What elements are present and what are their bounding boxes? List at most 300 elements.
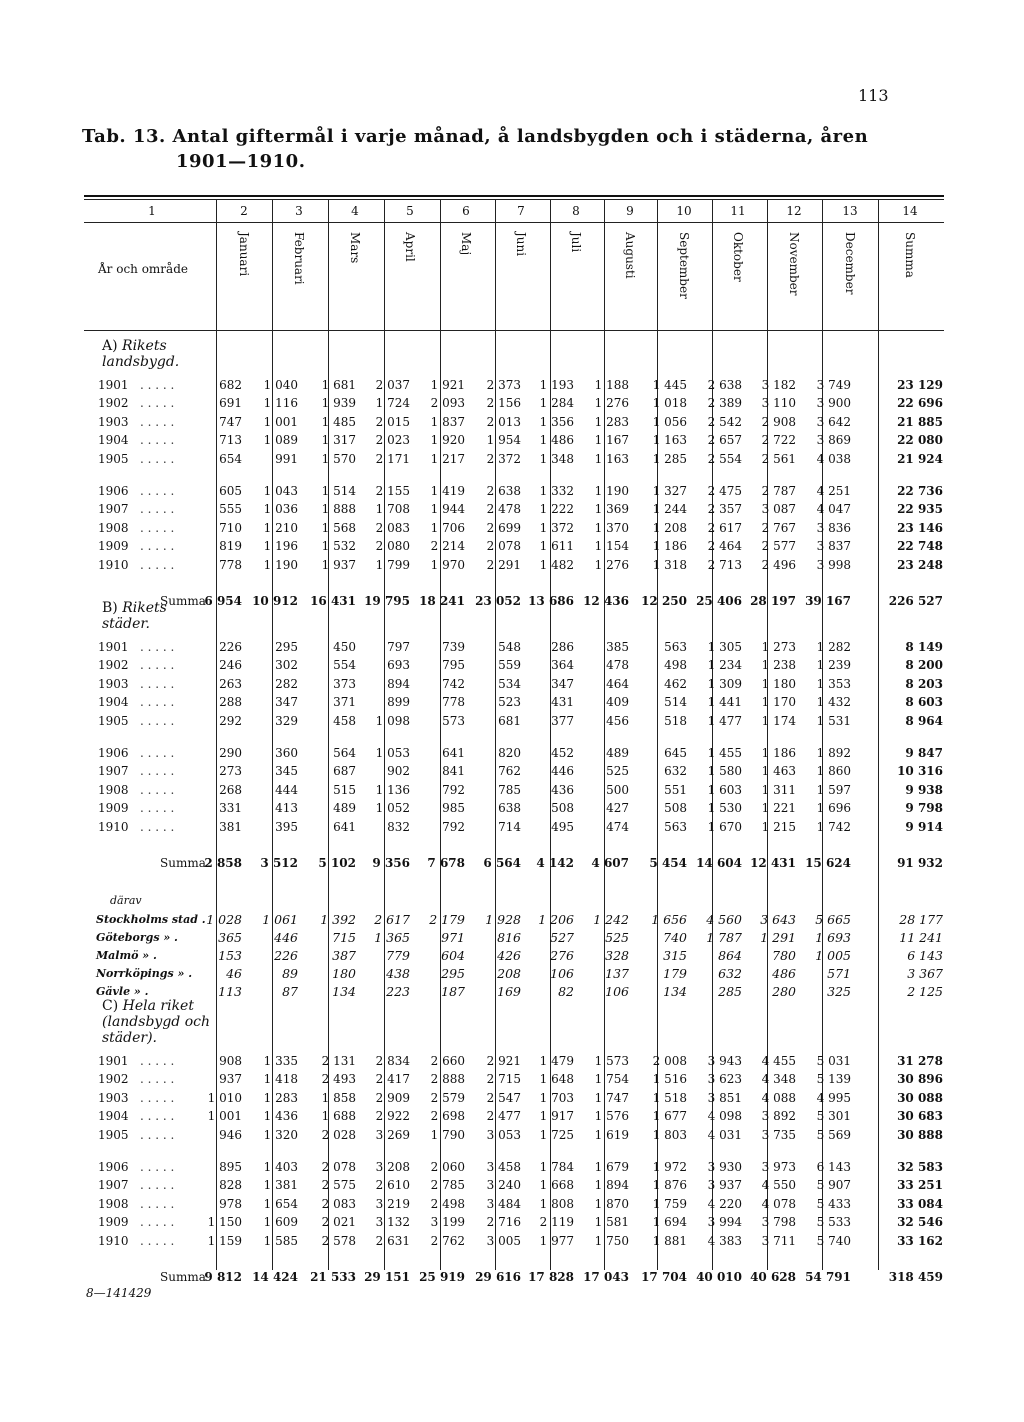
table-cell: 9 914 xyxy=(905,819,943,834)
table-cell: 32 583 xyxy=(897,1160,943,1174)
table-cell: 16 431 xyxy=(310,594,356,608)
year-label: 1907 xyxy=(98,1178,129,1193)
table-cell: 22 935 xyxy=(897,502,943,517)
table-cell: 1 708 xyxy=(375,502,410,517)
table-cell: 187 xyxy=(441,984,465,999)
table-cell: 792 xyxy=(442,782,465,797)
table-cell: 381 xyxy=(219,819,242,834)
year-label: 1904 xyxy=(98,433,129,448)
table-cell: 3 623 xyxy=(707,1072,742,1087)
leader-dots: . . . . . xyxy=(140,658,175,673)
year-label: 1901 xyxy=(98,640,129,654)
table-cell: 1 154 xyxy=(594,539,629,554)
city-label: Göteborgs » . xyxy=(96,931,178,944)
table-cell: 3 973 xyxy=(761,1160,796,1174)
table-cell: 2 478 xyxy=(486,502,521,517)
table-cell: 10 316 xyxy=(897,764,943,779)
table-cell: 785 xyxy=(498,782,521,797)
table-cell: 1 742 xyxy=(816,819,851,834)
table-cell: 33 251 xyxy=(897,1178,943,1193)
table-cell: 2 015 xyxy=(375,414,410,429)
table-cell: 1 837 xyxy=(430,414,465,429)
table-cell: 1 799 xyxy=(375,557,410,572)
table-cell: 894 xyxy=(387,676,410,691)
table-cell: 5 740 xyxy=(816,1233,851,1248)
table-cell: 329 xyxy=(275,713,298,728)
table-cell: 1 648 xyxy=(539,1072,574,1087)
table-cell: 113 xyxy=(218,984,242,999)
table-cell: 2 021 xyxy=(321,1215,356,1230)
table-cell: 1 477 xyxy=(707,713,742,728)
year-label: 1907 xyxy=(98,764,129,779)
table-cell: 3 900 xyxy=(816,396,851,411)
column-number: 1 xyxy=(148,204,156,218)
table-cell: 22 696 xyxy=(897,396,943,411)
table-cell: 604 xyxy=(441,948,465,963)
table-cell: 2 464 xyxy=(707,539,742,554)
table-cell: 3 749 xyxy=(816,378,851,392)
table-cell: 2 834 xyxy=(375,1054,410,1068)
table-cell: 779 xyxy=(386,948,410,963)
table-cell: 106 xyxy=(550,966,574,981)
table-cell: 1 305 xyxy=(707,640,742,654)
table-cell: 431 xyxy=(551,695,574,710)
table-cell: 427 xyxy=(606,801,629,816)
page-number: 113 xyxy=(858,86,889,105)
table-cell: 3 053 xyxy=(486,1127,521,1142)
leader-dots: . . . . . xyxy=(140,819,175,834)
table-cell: 54 791 xyxy=(805,1270,851,1284)
year-label: 1910 xyxy=(98,1233,129,1248)
table-cell: 3 110 xyxy=(761,396,796,411)
leader-dots: . . . . . xyxy=(140,1109,175,1124)
table-cell: 742 xyxy=(442,676,465,691)
leader-dots: . . . . . xyxy=(140,451,175,466)
table-cell: 864 xyxy=(718,948,742,963)
leader-dots: . . . . . xyxy=(140,539,175,554)
table-cell: 347 xyxy=(551,676,574,691)
table-cell: 1 441 xyxy=(707,695,742,710)
table-cell: 18 241 xyxy=(419,594,465,608)
table-cell: 747 xyxy=(219,414,242,429)
table-cell: 106 xyxy=(605,984,629,999)
table-cell: 3 269 xyxy=(375,1127,410,1142)
table-cell: 17 704 xyxy=(641,1270,687,1284)
table-cell: 778 xyxy=(442,695,465,710)
table-cell: 4 348 xyxy=(761,1072,796,1087)
table-cell: 452 xyxy=(551,746,574,760)
table-cell: 1 318 xyxy=(652,557,687,572)
table-cell: 2 699 xyxy=(486,520,521,535)
table-cell: 458 xyxy=(333,713,356,728)
table-cell: 1 514 xyxy=(321,484,356,498)
table-cell: 1 479 xyxy=(539,1054,574,1068)
table-cell: 2 496 xyxy=(761,557,796,572)
table-cell: 2 060 xyxy=(430,1160,465,1174)
leader-dots: . . . . . xyxy=(140,378,175,392)
table-cell: 819 xyxy=(219,539,242,554)
table-cell: 302 xyxy=(275,658,298,673)
table-cell: 2 922 xyxy=(375,1109,410,1124)
year-label: 1908 xyxy=(98,782,129,797)
table-cell: 33 084 xyxy=(897,1196,943,1211)
table-cell: 2 093 xyxy=(430,396,465,411)
column-number: 4 xyxy=(351,204,359,218)
table-cell: 3 240 xyxy=(486,1178,521,1193)
table-cell: 2 013 xyxy=(486,414,521,429)
table-cell: 2 357 xyxy=(707,502,742,517)
table-cell: 1 283 xyxy=(594,414,629,429)
table-cell: 2 579 xyxy=(430,1090,465,1105)
column-number: 5 xyxy=(406,204,414,218)
table-cell: 1 881 xyxy=(652,1233,687,1248)
leader-dots: . . . . . xyxy=(140,1178,175,1193)
table-cell: 5 139 xyxy=(816,1072,851,1087)
table-cell: 464 xyxy=(606,676,629,691)
table-cell: 1 036 xyxy=(263,502,298,517)
table-cell: 2 787 xyxy=(761,484,796,498)
table-cell: 1 150 xyxy=(207,1215,242,1230)
table-cell: 5 907 xyxy=(816,1178,851,1193)
table-cell: 39 167 xyxy=(805,594,851,608)
month-header: Januari xyxy=(237,232,251,277)
table-cell: 1 010 xyxy=(207,1090,242,1105)
table-cell: 1 186 xyxy=(652,539,687,554)
table-cell: 1 001 xyxy=(207,1109,242,1124)
year-label: 1901 xyxy=(98,378,129,392)
table-cell: 137 xyxy=(605,966,629,981)
table-cell: 179 xyxy=(663,966,687,981)
table-cell: 895 xyxy=(219,1160,242,1174)
table-cell: 365 xyxy=(218,930,242,945)
table-cell: 554 xyxy=(333,658,356,673)
table-cell: 515 xyxy=(333,782,356,797)
table-cell: 1 706 xyxy=(430,520,465,535)
table-cell: 2 037 xyxy=(375,378,410,392)
table-cell: 4 995 xyxy=(816,1090,851,1105)
leader-dots: . . . . . xyxy=(140,520,175,535)
table-cell: 559 xyxy=(498,658,521,673)
table-cell: 3 930 xyxy=(707,1160,742,1174)
table-cell: 2 722 xyxy=(761,433,796,448)
column-number: 10 xyxy=(676,204,692,218)
year-label: 1905 xyxy=(98,1127,129,1142)
table-cell: 795 xyxy=(442,658,465,673)
table-cell: 1 937 xyxy=(321,557,356,572)
table-cell: 1 445 xyxy=(652,378,687,392)
table-cell: 2 008 xyxy=(652,1054,687,1068)
month-header: November xyxy=(787,232,801,296)
table-cell: 605 xyxy=(219,484,242,498)
month-header: Maj xyxy=(459,232,473,256)
year-label: 1908 xyxy=(98,1196,129,1211)
leader-dots: . . . . . xyxy=(140,396,175,411)
year-label: 1902 xyxy=(98,1072,129,1087)
table-cell: 385 xyxy=(606,640,629,654)
table-cell: 8 200 xyxy=(905,658,943,673)
year-label: 1901 xyxy=(98,1054,129,1068)
table-cell: 15 624 xyxy=(805,856,851,870)
table-cell: 22 736 xyxy=(897,484,943,498)
table-cell: 30 683 xyxy=(897,1109,943,1124)
table-cell: 1 696 xyxy=(816,801,851,816)
table-cell: 2 131 xyxy=(321,1054,356,1068)
table-cell: 426 xyxy=(497,948,521,963)
table-cell: 1 485 xyxy=(321,414,356,429)
section-title xyxy=(102,600,214,632)
year-label: 1910 xyxy=(98,819,129,834)
table-cell: 3 735 xyxy=(761,1127,796,1142)
table-cell: 1 436 xyxy=(263,1109,298,1124)
table-cell: 523 xyxy=(498,695,521,710)
table-cell: 5 569 xyxy=(816,1127,851,1142)
table-cell: 489 xyxy=(333,801,356,816)
city-label: Stockholms stad . xyxy=(96,913,206,926)
table-cell: 1 688 xyxy=(321,1109,356,1124)
table-cell: 1 570 xyxy=(321,451,356,466)
table-cell: 2 475 xyxy=(707,484,742,498)
table-cell: 899 xyxy=(387,695,410,710)
column-number: 11 xyxy=(730,204,746,218)
table-cell: 682 xyxy=(219,378,242,392)
column-number: 9 xyxy=(626,204,634,218)
table-cell: 1 724 xyxy=(375,396,410,411)
table-cell: 1 116 xyxy=(263,396,298,411)
table-cell: 23 129 xyxy=(897,378,943,392)
stub-header: År och område xyxy=(98,262,188,276)
table-cell: 3 836 xyxy=(816,520,851,535)
table-cell: 456 xyxy=(606,713,629,728)
summa-label: Summa xyxy=(160,1270,206,1284)
table-cell: 1 356 xyxy=(539,414,574,429)
table-cell: 978 xyxy=(219,1196,242,1211)
table-cell: 971 xyxy=(441,930,465,945)
table-cell: 315 xyxy=(663,948,687,963)
table-cell: 1 759 xyxy=(652,1196,687,1211)
table-cell: 3 367 xyxy=(907,966,943,981)
table-cell: 226 xyxy=(219,640,242,654)
table-cell: 286 xyxy=(551,640,574,654)
leader-dots: . . . . . xyxy=(140,1054,175,1068)
table-cell: 1 053 xyxy=(375,746,410,760)
table-cell: 4 088 xyxy=(761,1090,796,1105)
table-cell: 4 098 xyxy=(707,1109,742,1124)
table-cell: 486 xyxy=(772,966,796,981)
table-cell: 288 xyxy=(219,695,242,710)
table-cell: 1 327 xyxy=(652,484,687,498)
table-cell: 2 715 xyxy=(486,1072,521,1087)
table-cell: 1 970 xyxy=(430,557,465,572)
table-cell: 14 604 xyxy=(696,856,742,870)
month-header: Summa xyxy=(903,232,917,278)
table-cell: 1 005 xyxy=(815,948,851,963)
table-cell: 2 888 xyxy=(430,1072,465,1087)
leader-dots: . . . . . xyxy=(140,557,175,572)
year-label: 1909 xyxy=(98,539,129,554)
table-cell: 1 787 xyxy=(706,930,742,945)
table-cell: 1 418 xyxy=(263,1072,298,1087)
table-cell: 3 087 xyxy=(761,502,796,517)
table-cell: 564 xyxy=(333,746,356,760)
table-cell: 5 031 xyxy=(816,1054,851,1068)
table-cell: 551 xyxy=(664,782,687,797)
table-cell: 1 028 xyxy=(206,912,242,927)
table-cell: 1 208 xyxy=(652,520,687,535)
header-rule xyxy=(84,330,944,331)
year-label: 1906 xyxy=(98,484,129,498)
top-rule-thin xyxy=(84,199,944,200)
table-cell: 1 603 xyxy=(707,782,742,797)
leader-dots: . . . . . xyxy=(140,502,175,517)
table-cell: 373 xyxy=(333,676,356,691)
table-cell: 3 711 xyxy=(761,1233,796,1248)
table-cell: 1 573 xyxy=(594,1054,629,1068)
table-cell: 17 043 xyxy=(583,1270,629,1284)
leader-dots: . . . . . xyxy=(140,746,175,760)
table-cell: 180 xyxy=(332,966,356,981)
table-cell: 345 xyxy=(275,764,298,779)
table-cell: 713 xyxy=(219,433,242,448)
table-cell: 1 611 xyxy=(539,539,574,554)
table-cell: 19 795 xyxy=(364,594,410,608)
table-cell: 715 xyxy=(332,930,356,945)
month-header: Oktober xyxy=(731,232,745,282)
table-cell: 1 693 xyxy=(815,930,851,945)
table-cell: 2 561 xyxy=(761,451,796,466)
table-cell: 1 196 xyxy=(263,539,298,554)
table-cell: 1 221 xyxy=(761,801,796,816)
table-cell: 2 028 xyxy=(321,1127,356,1142)
table-cell: 1 282 xyxy=(816,640,851,654)
table-cell: 1 703 xyxy=(539,1090,574,1105)
table-cell: 3 219 xyxy=(375,1196,410,1211)
table-cell: 40 010 xyxy=(696,1270,742,1284)
leader-dots: . . . . . xyxy=(140,1233,175,1248)
table-cell: 9 938 xyxy=(905,782,943,797)
table-cell: 1 056 xyxy=(652,414,687,429)
table-cell: 514 xyxy=(664,695,687,710)
table-cell: 2 660 xyxy=(430,1054,465,1068)
section-letter: B) xyxy=(102,600,123,616)
table-cell: 2 080 xyxy=(375,539,410,554)
table-cell: 395 xyxy=(275,819,298,834)
table-title xyxy=(82,126,962,172)
table-cell: 1 369 xyxy=(594,502,629,517)
table-cell: 1 921 xyxy=(430,378,465,392)
table-cell: 2 575 xyxy=(321,1178,356,1193)
city-label: Gävle » . xyxy=(96,985,149,998)
table-cell: 12 250 xyxy=(641,594,687,608)
table-cell: 2 617 xyxy=(374,912,410,927)
table-cell: 1 892 xyxy=(816,746,851,760)
table-cell: 2 631 xyxy=(375,1233,410,1248)
city-label: Malmö » . xyxy=(96,949,157,962)
table-cell: 3 994 xyxy=(707,1215,742,1230)
table-cell: 377 xyxy=(551,713,574,728)
table-cell: 1 455 xyxy=(707,746,742,760)
year-label: 1903 xyxy=(98,676,129,691)
table-cell: 462 xyxy=(664,676,687,691)
table-cell: 8 964 xyxy=(905,713,943,728)
year-label: 1903 xyxy=(98,414,129,429)
table-cell: 1 365 xyxy=(374,930,410,945)
month-header: September xyxy=(677,232,691,299)
table-cell: 1 568 xyxy=(321,520,356,535)
table-cell: 1 419 xyxy=(430,484,465,498)
column-number: 3 xyxy=(295,204,303,218)
table-cell: 1 163 xyxy=(652,433,687,448)
year-label: 1904 xyxy=(98,695,129,710)
section-name: Hela riket (landsbygd och städer). xyxy=(102,998,210,1046)
table-cell: 1 977 xyxy=(539,1233,574,1248)
table-cell: 226 xyxy=(274,948,298,963)
table-cell: 2 858 xyxy=(204,856,242,870)
title-line-2: 1901—1910. xyxy=(176,151,306,172)
table-cell: 2 657 xyxy=(707,433,742,448)
table-cell: 1 244 xyxy=(652,502,687,517)
table-cell: 1 392 xyxy=(320,912,356,927)
leader-dots: . . . . . xyxy=(140,484,175,498)
table-cell: 280 xyxy=(772,984,796,999)
table-cell: 1 136 xyxy=(375,782,410,797)
table-cell: 2 698 xyxy=(430,1109,465,1124)
table-cell: 3 512 xyxy=(260,856,298,870)
table-cell: 1 353 xyxy=(816,676,851,691)
table-cell: 2 762 xyxy=(430,1233,465,1248)
table-cell: 1 285 xyxy=(652,451,687,466)
table-cell: 1 530 xyxy=(707,801,742,816)
table-cell: 2 078 xyxy=(486,539,521,554)
year-label: 1906 xyxy=(98,1160,129,1174)
table-cell: 985 xyxy=(442,801,465,816)
table-cell: 1 754 xyxy=(594,1072,629,1087)
leader-dots: . . . . . xyxy=(140,1160,175,1174)
table-cell: 1 238 xyxy=(761,658,796,673)
table-cell: 1 309 xyxy=(707,676,742,691)
table-cell: 534 xyxy=(498,676,521,691)
leader-dots: . . . . . xyxy=(140,1072,175,1087)
section-title xyxy=(102,998,214,1046)
table-cell: 710 xyxy=(219,520,242,535)
table-cell: 489 xyxy=(606,746,629,760)
year-label: 1904 xyxy=(98,1109,129,1124)
table-cell: 1 581 xyxy=(594,1215,629,1230)
table-cell: 28 177 xyxy=(899,912,943,927)
table-cell: 1 332 xyxy=(539,484,574,498)
table-cell: 2 373 xyxy=(486,378,521,392)
table-cell: 5 454 xyxy=(649,856,687,870)
leader-dots: . . . . . xyxy=(140,640,175,654)
table-cell: 2 417 xyxy=(375,1072,410,1087)
table-cell: 1 803 xyxy=(652,1127,687,1142)
summa-label: Summa xyxy=(160,856,206,870)
table-cell: 1 381 xyxy=(263,1178,298,1193)
year-label: 1909 xyxy=(98,1215,129,1230)
table-cell: 474 xyxy=(606,819,629,834)
table-cell: 1 040 xyxy=(263,378,298,392)
table-cell: 2 023 xyxy=(375,433,410,448)
table-cell: 1 784 xyxy=(539,1160,574,1174)
table-cell: 1 516 xyxy=(652,1072,687,1087)
table-cell: 1 532 xyxy=(321,539,356,554)
table-cell: 478 xyxy=(606,658,629,673)
table-cell: 500 xyxy=(606,782,629,797)
table-cell: 4 220 xyxy=(707,1196,742,1211)
table-cell: 3 643 xyxy=(760,912,796,927)
table-cell: 2 554 xyxy=(707,451,742,466)
table-cell: 3 798 xyxy=(761,1215,796,1230)
table-cell: 87 xyxy=(282,984,298,999)
